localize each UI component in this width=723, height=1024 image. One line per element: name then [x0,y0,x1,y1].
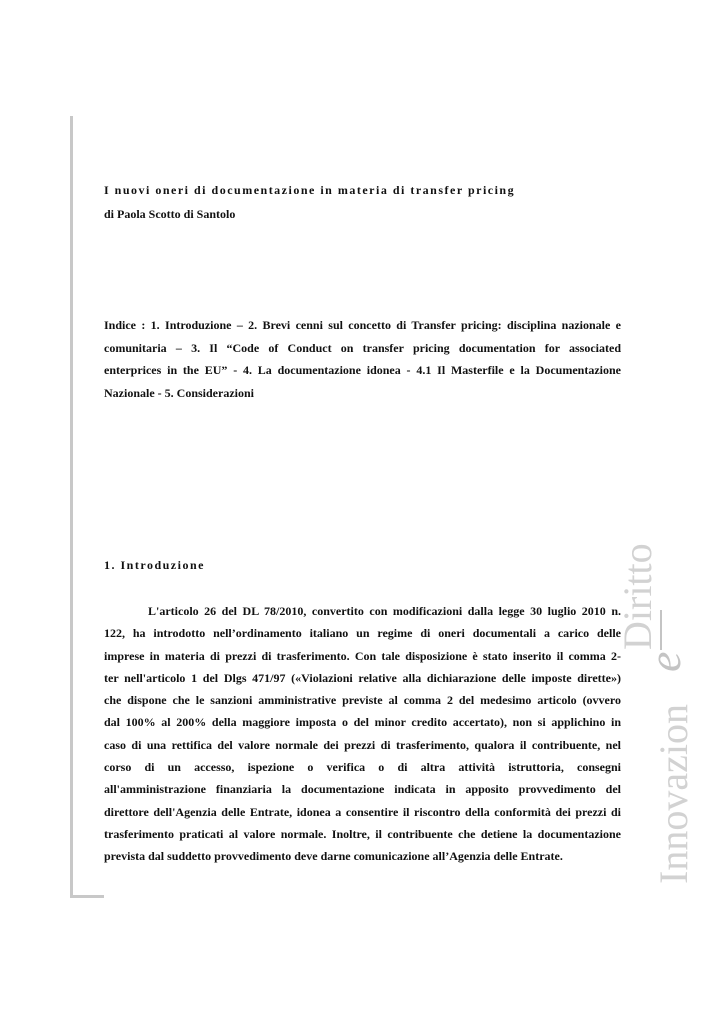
index-line: Nazionale - 5. Considerazioni [104,386,254,401]
margin-rule-horizontal [70,895,104,898]
index-line: enterprices in the EU” - 4. La documentazione idonea - 4.1 Il Masterfile e la Documentazione [104,363,621,378]
body-line: caso di una rettifica del valore normale dei prezzi di trasferimento, qualora il contribuente, nel [104,737,621,752]
body-line: corso di un accesso, ispezione o verifica o di altra attività istruttoria, consegni [104,760,621,775]
index-line: comunitaria – 3. Il “Code of Conduct on transfer pricing documentation for associated [104,340,621,355]
journal-watermark-logo [612,460,704,888]
body-line: direttore dell'Agenzia delle Entrate, idonea a consentire il riscontro della conformità dei prezzi di [104,804,621,819]
document-author: di Paola Scotto di Santolo [104,207,236,221]
document-title: I nuovi oneri di documentazione in materia di transfer pricing [104,183,516,197]
watermark-text-diritto: Diritto [615,543,660,650]
watermark-rule [660,610,662,650]
body-line: all'amministrazione finanziaria la documentazione indicata in apposito provvedimento del [104,782,621,797]
body-line: trasferimento praticati al valore normale. Inoltre, il contribuente che detiene la documentazione [104,826,621,841]
body-line: 122, ha introdotto nell’ordinamento italiano un regime di oneri documentali a carico delle [104,626,621,641]
body-line: prevista dal suddetto provvedimento deve darne comunicazione all’Agenzia delle Entrate. [104,849,563,864]
table-of-contents [104,314,621,405]
watermark-connector: e [639,651,690,672]
body-line: che dispone che le sanzioni amministrative previste al comma 2 del medesimo articolo (ovvero [104,693,621,708]
margin-rule-vertical [70,116,73,898]
body-paragraph [104,600,621,868]
section-heading: 1. Introduzione [104,558,205,572]
body-line: ter nell'articolo 1 del Dlgs 471/97 («Violazioni relative alla dichiarazione delle imposte dirette») [104,670,621,685]
body-line: imprese in materia di prezzi di trasferimento. Con tale disposizione è stato inserito il comma 2- [104,648,621,663]
watermark-text-innovazione: Innovazion [651,704,696,884]
body-line: L'articolo 26 del DL 78/2010, convertito con modificazioni dalla legge 30 luglio 2010 n. [148,604,621,618]
body-line: dal 100% al 200% della maggiore imposta o del minor credito accertato), non si applichino in [104,715,621,730]
index-line: Indice : 1. Introduzione – 2. Brevi cenni sul concetto di Transfer pricing: disciplina nazionale e [104,318,621,332]
